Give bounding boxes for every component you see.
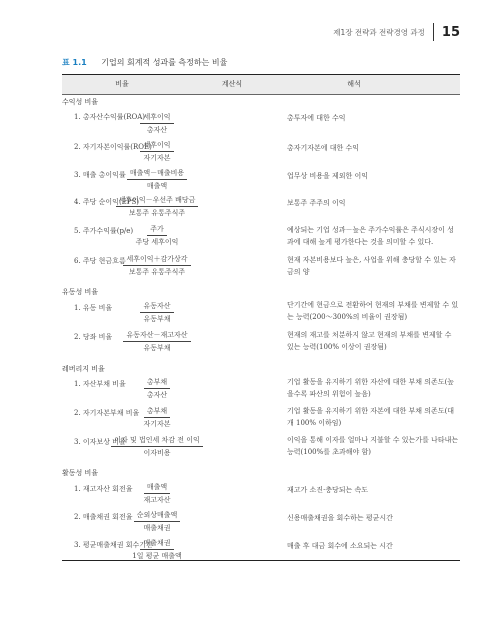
formula-numerator: 매출액－매출비용 <box>127 168 187 180</box>
formula-numerator: 매출채권 <box>140 538 173 550</box>
formula <box>62 301 252 324</box>
formula <box>62 254 252 277</box>
ratio-name: 1. 재고자산 회전율 <box>74 485 133 493</box>
formula-numerator: 총부채 <box>144 406 170 418</box>
interpretation: 이익을 통해 이자를 얼마나 지불할 수 있는가를 나타내는 능력(100%를 초과해야 함) <box>287 436 459 456</box>
formula-denominator: 자기자본 <box>143 420 171 428</box>
formula-numerator: 이자 및 법인세 차감 전 이익 <box>111 435 203 447</box>
section-title: 유동성 비율 <box>62 288 99 296</box>
ratio-name: 2. 당좌 비율 <box>74 333 113 341</box>
ratio-name: 2. 자기자본부채 비율 <box>74 409 140 417</box>
section-title: 레버리지 비율 <box>62 365 105 373</box>
ratio-name: 3. 이자보상 비율 <box>74 438 126 446</box>
interpretation: 현재 자본비용보다 높은, 사업을 위해 충당할 수 있는 자금의 양 <box>287 256 456 276</box>
formula-denominator: 보통주 유통주식주 <box>128 209 186 217</box>
interpretation: 신용매출채권을 회수하는 평균시간 <box>287 514 393 522</box>
formula-denominator: 유동부채 <box>143 315 171 323</box>
formula-denominator: 매출채권 <box>143 524 171 532</box>
formula-numerator: 총부채 <box>144 377 170 389</box>
interpretation: 기업 활동을 유지하기 위한 자본에 대한 부채 의존도(대개 100% 이하임) <box>287 407 455 427</box>
formula <box>62 195 252 218</box>
interpretation: 기업 활동을 유지하기 위한 자산에 대한 부채 의존도(높을수록 파산의 위험이 높음) <box>287 378 455 398</box>
formula-denominator: 1일 평균 매출액 <box>132 552 182 560</box>
chapter-title: 제1장 전략과 전략경영 과정 <box>333 27 425 37</box>
ratio-name: 2. 매출채권 회전율 <box>74 513 133 521</box>
formula-denominator: 주당 세후이익 <box>135 238 179 246</box>
table-title: 기업의 회계적 성과를 측정하는 비율 <box>101 58 228 67</box>
formula-denominator: 이자비용 <box>143 449 171 457</box>
ratio-name: 4. 주당 순이익(EPS) <box>74 198 140 206</box>
formula <box>62 435 252 458</box>
formula <box>62 330 252 353</box>
interpretation: 총투자에 대한 수익 <box>287 114 346 122</box>
formula <box>62 112 252 135</box>
ratio-name: 3. 매출 총이익률 <box>74 171 126 179</box>
formula <box>62 510 252 533</box>
table-bottom-rule <box>62 560 460 561</box>
interpretation: 재고가 소진·충당되는 속도 <box>287 486 369 494</box>
formula-numerator: 세후이익－우선주 배당금 <box>116 195 199 207</box>
formula <box>62 538 252 561</box>
ratio-name: 2. 자기자본이익률(ROE) <box>74 143 152 151</box>
formula-numerator: 세후이익＋감가상각 <box>123 254 190 266</box>
formula-numerator: 매출액 <box>144 482 170 494</box>
ratio-name: 1. 자산부채 비율 <box>74 380 126 388</box>
table-header <box>62 74 460 95</box>
formula <box>62 140 252 163</box>
formula-numerator: 세후이익 <box>140 112 173 124</box>
interpretation: 예상되는 기업 성과－높은 주가수익률은 주식시장이 성과에 대해 높게 평가한다는 것을 의미할 수 있다. <box>287 226 454 246</box>
formula <box>62 482 252 505</box>
ratio-name: 1. 유동 비율 <box>74 304 113 312</box>
formula <box>62 406 252 429</box>
formula-numerator: 주가 <box>147 224 167 236</box>
interpretation: 현재의 재고를 처분하지 않고 현재의 부채를 변제할 수 있는 능력(100% 이상이 권장됨) <box>287 331 452 351</box>
formula-denominator: 총자산 <box>146 391 168 399</box>
running-header <box>333 18 460 46</box>
formula-denominator: 자기자본 <box>143 154 171 162</box>
interpretation: 보통주 주주의 이익 <box>287 199 346 207</box>
formula <box>62 377 252 400</box>
formula-denominator: 유동부채 <box>143 344 171 352</box>
interpretation: 총자기자본에 대한 수익 <box>287 144 360 152</box>
table-label: 표 1.1 <box>62 58 87 67</box>
formula-denominator: 보통주 유통주식주 <box>128 268 186 276</box>
formula <box>62 224 252 247</box>
ratio-name: 5. 주가수익률(p/e) <box>74 227 134 235</box>
formula-numerator: 순외상매출액 <box>134 510 181 522</box>
section-title: 수익성 비율 <box>62 98 99 106</box>
formula-denominator: 총자산 <box>146 126 168 134</box>
formula-denominator: 재고자산 <box>143 496 171 504</box>
ratio-name: 6. 주당 현금흐름 <box>74 257 126 265</box>
ratio-name: 3. 평균매출채권 회수기간 <box>74 541 153 549</box>
formula-numerator: 세후이익 <box>140 140 173 152</box>
formula-numerator: 유동자산 <box>140 301 173 313</box>
table-caption <box>62 57 227 68</box>
interpretation: 매출 후 대금 회수에 소요되는 시간 <box>287 542 393 550</box>
page-number: 15 <box>441 24 460 40</box>
column-header-ratio: 비율 <box>115 80 129 88</box>
column-header-interpretation: 해석 <box>347 80 361 88</box>
column-header-formula: 계산식 <box>221 80 243 88</box>
header-divider <box>433 23 434 41</box>
formula-denominator: 매출액 <box>146 182 168 190</box>
interpretation: 업무상 비용을 제외한 이익 <box>287 172 369 180</box>
interpretation: 단기간에 현금으로 전환하여 현재의 부채를 변제할 수 있는 능력(200～300%의 비율이 권장됨) <box>287 301 459 321</box>
formula <box>62 168 252 191</box>
section-title: 활동성 비율 <box>62 469 99 477</box>
formula-numerator: 유동자산－재고자산 <box>123 330 190 342</box>
ratio-name: 1. 총자산수익률(ROA) <box>74 113 146 121</box>
